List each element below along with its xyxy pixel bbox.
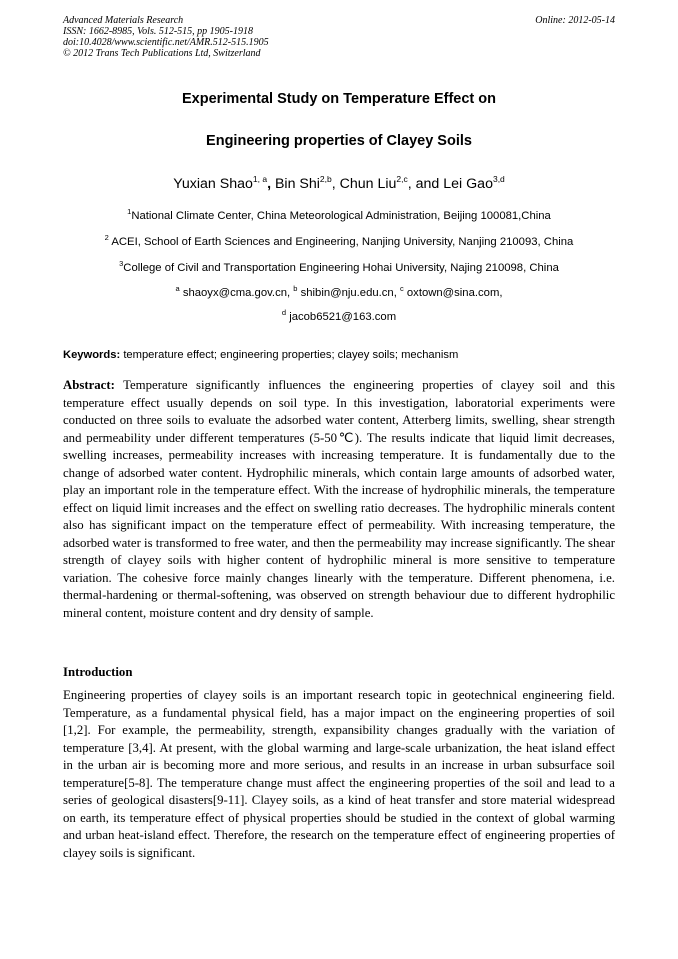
introduction-paragraph: Engineering properties of clayey soils is an important research topic in geotechnical engineering field. Temperature, as a fundamental physical field, has a major impact on the engineering properties of soil [1,2]. For example, the permeability, strength, expansibility changes gradually with the variation of temperature [3,4]. At present, with the global warming and large-scale urbanization, the heat island effect in the urban air is becoming more and more serious, and results in an increase in urban subsurface soil temperature[5-8]. The temperature change must affect the engineering properties of the soil and lead to a series of geological disasters[9-11]. Clayey soils, as a kind of heat transfer and store material widespread on earth, its temperature effect of physical properties should be studied in the context of global warming and urban heat-island effect. Therefore, the research on the temperature effect of engineering properties of clayey soils is significant. xyxy=(63,688,615,860)
email-a[interactable]: shaoyx@cma.gov.cn, xyxy=(182,287,291,299)
author-name: Bin Shi xyxy=(274,176,320,192)
email-b[interactable]: shibin@nju.edu.cn, xyxy=(300,287,397,299)
author-name: Lei Gao xyxy=(443,176,493,192)
abstract xyxy=(63,377,615,622)
author-superscript: 3,d xyxy=(492,174,505,184)
journal-header xyxy=(63,15,269,59)
issn-line: ISSN: 1662-8985, Vols. 512-515, pp 1905-1918 xyxy=(63,26,253,37)
copyright-line: © 2012 Trans Tech Publications Ltd, Switzerland xyxy=(63,48,261,59)
affiliation-1 xyxy=(60,209,618,223)
author-list xyxy=(60,175,618,193)
author-name: Chun Liu xyxy=(339,176,397,192)
affiliation-2 xyxy=(60,235,618,249)
abstract-text: Temperature significantly influences the engineering properties of clayey soil and this temperature effect usually depends on soil type. In this investigation, laboratorial experiments were conducted on three soils to evaluate the adsorbed water content, Atterberg limits, swelling, shear strength and permeability under different temperatures (5-50℃). The results indicate that liquid limit decreases, swelling increases, permeability increases with increasing temperature. It is fundamentally due to the change of adsorbed water content. Hydrophilic minerals, which contain large amounts of adsorbed water, play an important role in the temperature effect. With the increase of hydrophilic minerals, the temperature effect on liquid limit increases and the effect on swelling ratio decreases. The hydrophilic minerals content also has significant impact on the temperature effect of permeability. With increasing temperature, the adsorbed water is transformed to free water, and then the permeability may increase significantly. The shear strength of clayey soils with higher content of hydrophilic mineral is more sensitive to temperature variation. The cohesive force mainly changes linearly with the temperature. Different phenomena, i.e. thermal-hardening or thermal-softening, was observed on strength behaviour due to different hydrophilic mineral content, moisture content and dry density of sample. xyxy=(63,378,615,620)
abstract-label: Abstract: xyxy=(63,378,115,392)
author-name: Yuxian Shao xyxy=(173,176,253,192)
affiliation-text: National Climate Center, China Meteorological Administration, Beijing 100081,China xyxy=(131,210,551,222)
paper-title-line-2: Engineering properties of Clayey Soils xyxy=(206,133,472,149)
affiliation-marker: 2 xyxy=(104,233,109,242)
affiliation-3 xyxy=(60,261,618,275)
section-heading-introduction: Introduction xyxy=(63,665,133,679)
email-marker: b xyxy=(293,284,298,293)
affiliation-text: College of Civil and Transportation Engineering Hohai University, Najing 210098, China xyxy=(123,262,559,274)
author-separator: , xyxy=(267,176,275,192)
author-separator: , and xyxy=(407,176,444,192)
email-marker: d xyxy=(281,308,287,317)
keywords-text: temperature effect; engineering properties; clayey soils; mechanism xyxy=(123,349,459,361)
online-date: Online: 2012-05-14 xyxy=(535,15,615,26)
author-superscript: 2,c xyxy=(396,174,408,184)
email-c[interactable]: oxtown@sina.com, xyxy=(406,287,503,299)
keywords xyxy=(63,348,615,362)
paper-title-line-1: Experimental Study on Temperature Effect on xyxy=(182,91,496,107)
journal-name: Advanced Materials Research xyxy=(63,15,184,26)
affiliation-marker: 3 xyxy=(119,259,124,268)
author-superscript: 2,b xyxy=(319,174,332,184)
email-line-1 xyxy=(60,286,618,300)
email-marker: a xyxy=(175,284,180,293)
affiliation-marker: 1 xyxy=(127,207,132,216)
email-d[interactable]: jacob6521@163.com xyxy=(289,311,397,323)
email-marker: c xyxy=(400,284,404,293)
keywords-label: Keywords: xyxy=(63,349,121,361)
author-separator: , xyxy=(331,176,340,192)
author-superscript: 1, a xyxy=(252,174,268,184)
email-line-2 xyxy=(60,310,618,324)
affiliation-text: ACEI, School of Earth Sciences and Engineering, Nanjing University, Nanjing 210093, China xyxy=(108,236,574,248)
doi-line: doi:10.4028/www.scientific.net/AMR.512-515.1905 xyxy=(63,37,269,48)
